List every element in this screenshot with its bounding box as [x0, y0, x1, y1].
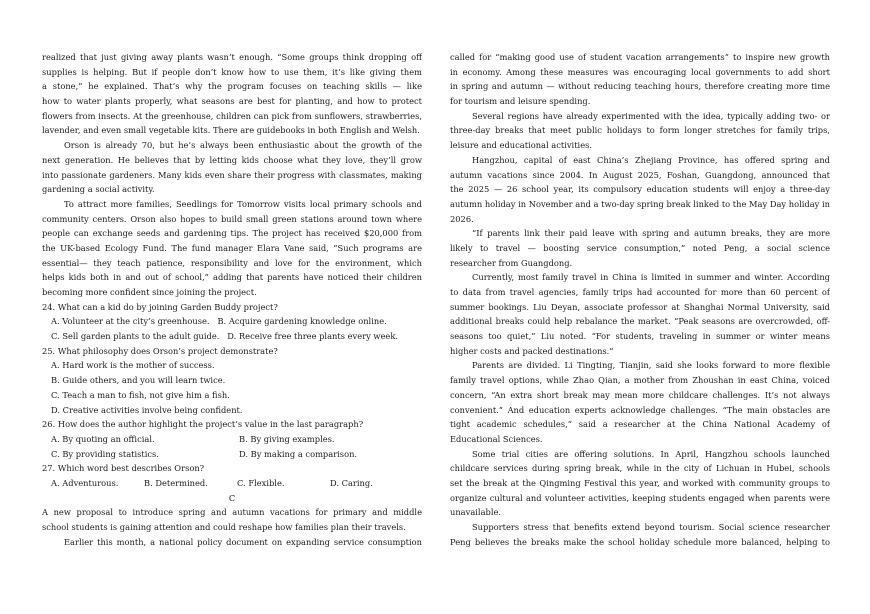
- option-row: [42, 358, 422, 373]
- text-line: community centers. Orson also hopes to build small green stations around town where: [42, 213, 422, 224]
- answer-option[interactable]: B. Acquire gardening knowledge online.: [217, 316, 387, 327]
- answer-option[interactable]: A. Hard work is the mother of success.: [51, 360, 215, 371]
- text-line: gardening a social activity.: [42, 184, 155, 195]
- answer-option[interactable]: C. Teach a man to fish, not give him a fish.: [51, 389, 230, 400]
- passage-b-text: [42, 50, 422, 300]
- text-line: Hangzhou, capital of east China’s Zhejiang Province, has offered spring and: [472, 154, 830, 165]
- text-line: supplies is helping. But if people don’t know how to use them, it’s like giving them: [42, 66, 422, 77]
- option-row: [42, 388, 422, 403]
- text-line: a stone,” he explained. That’s why the program focuses on teaching skills — like: [42, 81, 422, 92]
- passage-c-intro: [42, 505, 422, 549]
- text-line: researcher from Guangdong.: [450, 257, 573, 268]
- answer-option[interactable]: C. By providing statistics.: [51, 448, 159, 459]
- text-line: 2026.: [450, 213, 474, 224]
- option-row: [42, 329, 422, 344]
- text-line: Supporters stress that benefits extend beyond tourism. Social science researcher: [472, 522, 830, 532]
- answer-option[interactable]: C. Flexible.: [237, 477, 285, 488]
- answer-option[interactable]: D. Receive free three plants every week.: [227, 331, 398, 342]
- text-line: essential— they teach patience, responsibility and love for the environment, which: [42, 257, 422, 268]
- text-line: unavailable.: [450, 507, 502, 518]
- text-line: set the break at the Qingming Festival this year, and worked with community groups to: [450, 477, 830, 488]
- text-line: summer bookings. Liu Deyan, associate professor at Shanghai Normal University, said: [450, 301, 830, 312]
- text-line: Several regions have already experimented with the idea, typically adding two- or: [472, 110, 830, 121]
- text-line: helps kids both in and out of school,” adding that parents have noticed their children: [42, 272, 422, 283]
- text-line: into passionate gardeners. Many kids even share their progress with classmates, making: [42, 169, 422, 180]
- text-line: next generation. He believes that by letting kids choose what they love, they’ll grow: [42, 154, 422, 165]
- text-line: autumn vacations since 2004. In August 2025, Foshan, Guangdong, announced that: [450, 169, 830, 180]
- question-stem: 27. Which word best describes Orson?: [42, 463, 205, 474]
- question-stem: 26. How does the author highlight the project’s value in the last paragraph?: [42, 419, 364, 430]
- option-row: [42, 403, 422, 418]
- text-line: Peng believes the breaks make the school holiday schedule more balanced, helping to: [450, 536, 830, 547]
- answer-option[interactable]: D. Creative activities involve being confident.: [51, 404, 243, 415]
- text-line: people can exchange seeds and gardening tips. The project has received $20,000 from: [42, 228, 422, 239]
- right-column: [450, 50, 830, 549]
- left-column: [42, 50, 422, 549]
- text-line: autumn holiday in November and a two-day spring break linked to the May Day holiday in: [450, 198, 830, 209]
- answer-option[interactable]: C. Sell garden plants to the adult guide.: [51, 331, 220, 342]
- answer-option[interactable]: D. Caring.: [330, 477, 373, 488]
- answer-option[interactable]: B. Determined.: [144, 477, 208, 488]
- text-line: becoming more confident since joining the project.: [42, 287, 257, 297]
- text-line: “If parents link their paid leave with spring and autumn breaks, they are more: [472, 228, 830, 239]
- text-line: to data from travel agencies, family trips had accounted for more than 60 percent of: [450, 287, 830, 297]
- text-line: the UK-based Ecology Fund. The fund manager Elara Vane said, “Such programs are: [42, 242, 422, 253]
- text-line: tight academic schedules,” said a researcher at the China National Academy of: [450, 419, 830, 430]
- option-row: [42, 447, 422, 462]
- text-line: additional breaks could help rebalance the market. “Peak seasons are overcrowded, off-: [450, 316, 830, 327]
- text-line: in spring and autumn — without reducing teaching hours, therefore creating more time: [450, 81, 830, 92]
- passage-c-text: [450, 50, 830, 549]
- answer-option[interactable]: A. Volunteer at the city’s greenhouse.: [51, 316, 210, 327]
- text-line: for tourism and leisure spending.: [450, 96, 591, 107]
- text-line: convenient.” And education experts acknowledge challenges. “The main obstacles are: [450, 404, 830, 415]
- question-list: [42, 300, 422, 491]
- answer-option[interactable]: D. By making a comparison.: [239, 448, 358, 459]
- text-line: To attract more families, Seedlings for Tomorrow visits local primary schools and: [64, 198, 422, 209]
- text-line: higher costs and packed destinations.”: [450, 345, 614, 356]
- text-line: likely to travel — boosting service consumption,” noted Peng, a social science: [450, 242, 830, 253]
- text-line: Educational Sciences.: [450, 433, 543, 444]
- text-line: the 2025 — 26 school year, its compulsory education students will enjoy a three-day: [450, 184, 830, 195]
- answer-option[interactable]: A. Adventurous.: [51, 477, 119, 488]
- answer-option[interactable]: B. By giving examples.: [239, 433, 335, 444]
- text-line: realized that just giving away plants wasn’t enough. “Some groups think dropping off: [42, 52, 422, 62]
- text-line: family travel options, while Zhao Qian, a mother from Zhoushan in east China, voiced: [450, 375, 830, 386]
- text-line: how to water plants properly, what seasons are best for planting, and how to protect: [42, 96, 422, 107]
- text-line: in economy. Among these measures was encouraging local governments to add short: [450, 66, 830, 77]
- text-line: Parents are divided. Li Tingting, Tianjin, said she looks forward to more flexible: [472, 360, 830, 371]
- answer-option[interactable]: B. Guide others, and you will learn twice.: [51, 375, 226, 386]
- text-line: Currently, most family travel in China is limited in summer and winter. According: [472, 272, 830, 283]
- section-letter: C: [228, 492, 236, 503]
- text-line: three-day breaks that meet public holidays to form longer stretches for family trips,: [450, 125, 830, 136]
- question-stem: 24. What can a kid do by joining Garden Buddy project?: [42, 301, 278, 312]
- text-line: school students is gaining attention and could reshape how families plan their travels.: [42, 522, 406, 532]
- text-line: concern, “An extra short break may mean more childcare challenges. It’s not always: [450, 389, 830, 400]
- option-row: [42, 476, 422, 491]
- text-line: childcare services during spring break, while in the city of Lichuan in Hubei, schools: [450, 463, 830, 474]
- text-line: lavender, and even small vegetable kits. There are guidebooks in both English and Welsh.: [42, 125, 420, 136]
- option-row: [42, 432, 422, 447]
- text-line: flowers from insects. At the greenhouse, children can pick from sunflowers, strawberries,: [42, 110, 422, 121]
- text-line: leisure and educational activities.: [450, 140, 593, 151]
- option-row: [42, 373, 422, 388]
- text-line: seasons too quiet,” Liu noted. “For students, traveling in summer or winter means: [450, 331, 830, 342]
- text-line: called for “making good use of student vacation arrangements” to inspire new growth: [450, 52, 830, 62]
- answer-option[interactable]: A. By quoting an official.: [51, 433, 155, 444]
- question-stem: 25. What philosophy does Orson’s project demonstrate?: [42, 345, 278, 356]
- text-line: Earlier this month, a national policy document on expanding service consumption: [64, 536, 422, 547]
- text-line: Orson is already 70, but he’s always been enthusiastic about the growth of the: [64, 140, 422, 151]
- text-line: organize cultural and volunteer activities, keeping students engaged when parents were: [450, 492, 830, 503]
- option-row: [42, 314, 422, 329]
- text-line: A new proposal to introduce spring and autumn vacations for primary and middle: [42, 507, 422, 518]
- text-line: Some trial cities are offering solutions. In April, Hangzhou schools launched: [472, 448, 830, 459]
